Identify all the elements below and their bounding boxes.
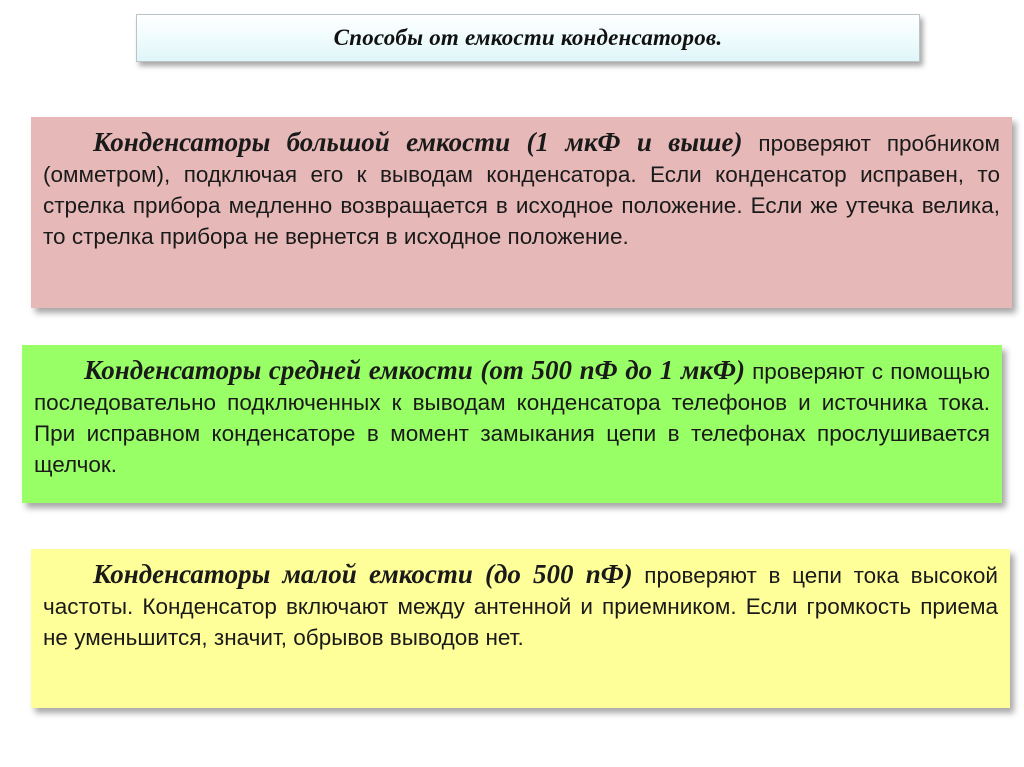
small-capacitance-block <box>31 549 1010 708</box>
slide-title-box <box>136 14 920 62</box>
medium-capacitance-text: проверяют с помощью последовательно подключенных к выводам конденсатора телефонов и источника тока. При исправном конденсаторе в момент замыкания цепи в телефонах прослушивается щелчок. <box>34 359 990 477</box>
small-capacitance-heading: Конденсаторы малой емкости (до 500 пФ) <box>93 559 633 589</box>
medium-capacitance-block <box>22 345 1002 503</box>
large-capacitance-text: проверяют пробником (омметром), подключая его к выводам конденсатора. Если конденсатор исправен, то стрелка прибора медленно возвращается в исходное положение. Если же утечка велика, то стрелка прибора не вернется в исходное положение. <box>43 131 1000 249</box>
large-capacitance-heading: Конденсаторы большой емкости (1 мкФ и выше) <box>93 127 743 157</box>
slide-title: Способы от емкости конденсаторов. <box>333 25 723 50</box>
large-capacitance-block <box>31 117 1012 308</box>
small-capacitance-text: проверяют в цепи тока высокой частоты. Конденсатор включают между антенной и приемником. Если громкость приема не уменьшится, значит, обрывов выводов нет. <box>43 563 998 650</box>
medium-capacitance-heading: Конденсаторы средней емкости (от 500 пФ до 1 мкФ) <box>84 355 745 385</box>
